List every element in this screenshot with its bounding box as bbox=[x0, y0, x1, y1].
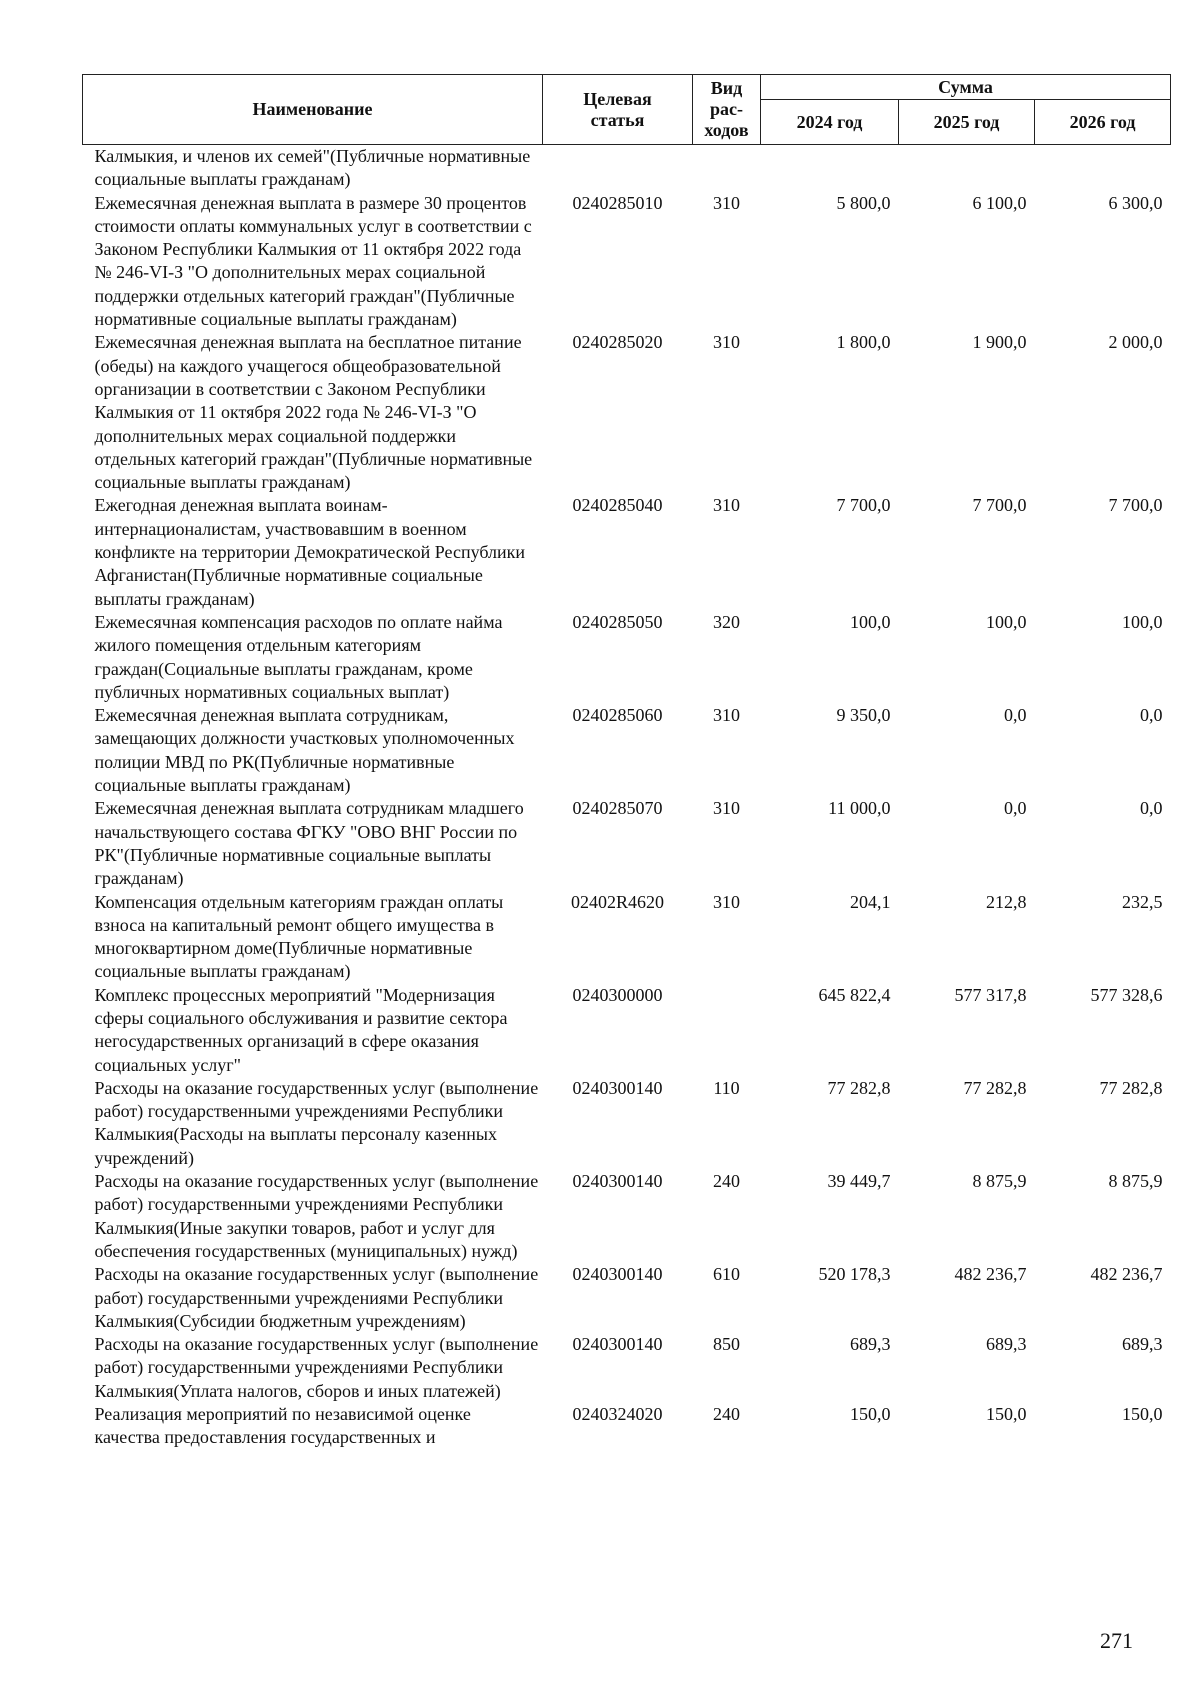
header-target-article bbox=[543, 75, 693, 145]
row-sum-2024: 5 800,0 bbox=[836, 192, 891, 213]
row-sum-2024: 1 800,0 bbox=[836, 332, 891, 353]
table-row bbox=[83, 1333, 1171, 1403]
row-name: Расходы на оказание государственных услуг (выполнение работ) государственными учреждениями Республики Калмыкия(Расходы на выплаты персоналу казенных учреждений) bbox=[94, 1077, 539, 1168]
header-expense-type bbox=[693, 75, 761, 145]
row-sum-2024: 39 449,7 bbox=[827, 1171, 891, 1192]
row-sum-2026: 577 328,6 bbox=[1090, 984, 1163, 1005]
row-sum-2024: 645 822,4 bbox=[818, 984, 891, 1005]
row-sum-2026: 77 282,8 bbox=[1099, 1077, 1163, 1098]
row-sum-2025: 6 100,0 bbox=[972, 192, 1027, 213]
row-sum-2025: 1 900,0 bbox=[972, 332, 1027, 353]
row-expense-type: 110 bbox=[713, 1077, 740, 1098]
row-sum-2024: 520 178,3 bbox=[818, 1264, 891, 1285]
row-sum-2026: 0,0 bbox=[1140, 798, 1163, 819]
table-row bbox=[83, 1170, 1171, 1263]
row-sum-2026: 0,0 bbox=[1140, 705, 1163, 726]
row-name: Ежемесячная компенсация расходов по оплате найма жилого помещения отдельным категориям граждан(Социальные выплаты гражданам, кроме публичных нормативных социальных выплат) bbox=[94, 611, 503, 702]
header-target-article-text: Целевая статья bbox=[583, 88, 652, 130]
row-sum-2024: 11 000,0 bbox=[828, 798, 891, 819]
row-expense-type: 310 bbox=[713, 495, 740, 516]
row-expense-type: 850 bbox=[713, 1334, 740, 1355]
row-target-article: 0240285070 bbox=[572, 798, 663, 819]
row-sum-2026: 150,0 bbox=[1122, 1404, 1163, 1425]
row-sum-2025: 577 317,8 bbox=[954, 984, 1027, 1005]
table-body bbox=[83, 145, 1171, 1450]
row-sum-2024: 689,3 bbox=[850, 1334, 891, 1355]
row-sum-2026: 232,5 bbox=[1122, 891, 1163, 912]
header-sum: Сумма bbox=[761, 75, 1171, 100]
row-target-article: 0240285040 bbox=[572, 495, 663, 516]
row-target-article: 0240285020 bbox=[572, 332, 663, 353]
row-sum-2026: 482 236,7 bbox=[1090, 1264, 1163, 1285]
page-number: 271 bbox=[1100, 1628, 1133, 1653]
row-target-article: 0240300140 bbox=[572, 1077, 663, 1098]
row-sum-2025: 100,0 bbox=[986, 611, 1027, 632]
row-sum-2024: 7 700,0 bbox=[836, 495, 891, 516]
row-sum-2026 bbox=[1035, 145, 1171, 192]
row-name: Калмыкия, и членов их семей"(Публичные нормативные социальные выплаты гражданам) bbox=[94, 146, 531, 190]
row-name: Комплекс процессных мероприятий "Модернизация сферы социального обслуживания и развитие сектора негосударственных организаций в сфере оказания социальных услуг" bbox=[94, 984, 508, 1075]
row-name: Ежемесячная денежная выплата в размере 30 процентов стоимости оплаты коммунальных услуг в соответствии с Законом Республики Калмыкия от 11 октября 2022 года № 246-VI-З "О дополнительных мерах социальной поддержки отдельных категорий граждан"(Публичные нормативные социальные выплаты гражданам) bbox=[94, 192, 532, 330]
row-expense-type: 310 bbox=[713, 192, 740, 213]
row-expense-type: 610 bbox=[713, 1264, 740, 1285]
table-row bbox=[83, 192, 1171, 332]
table-row bbox=[83, 331, 1171, 494]
row-target-article: 0240285050 bbox=[572, 611, 663, 632]
row-expense-type: 320 bbox=[713, 611, 740, 632]
table-row bbox=[83, 1263, 1171, 1333]
row-target-article: 02402R4620 bbox=[570, 891, 664, 912]
header-expense-type-text: Вид рас-ходов bbox=[704, 78, 749, 140]
row-sum-2025: 77 282,8 bbox=[963, 1077, 1027, 1098]
row-sum-2025: 8 875,9 bbox=[972, 1171, 1027, 1192]
row-expense-type bbox=[693, 145, 761, 192]
row-expense-type: 310 bbox=[713, 891, 740, 912]
row-name: Реализация мероприятий по независимой оценке качества предоставления государственных и bbox=[94, 1404, 471, 1448]
row-sum-2025: 7 700,0 bbox=[972, 495, 1027, 516]
row-expense-type: 240 bbox=[713, 1404, 740, 1425]
table-row bbox=[83, 984, 1171, 1077]
table-row bbox=[83, 797, 1171, 890]
row-sum-2025: 212,8 bbox=[986, 891, 1027, 912]
row-sum-2024 bbox=[761, 145, 899, 192]
budget-table-page bbox=[82, 74, 1170, 1450]
row-target-article: 0240324020 bbox=[572, 1404, 663, 1425]
table-row bbox=[83, 1077, 1171, 1170]
row-sum-2026: 6 300,0 bbox=[1108, 192, 1163, 213]
row-sum-2024: 100,0 bbox=[850, 611, 891, 632]
row-target-article: 0240285010 bbox=[572, 192, 663, 213]
table-row bbox=[83, 145, 1171, 192]
row-name: Ежемесячная денежная выплата сотрудникам, замещающих должности участковых уполномоченных полиции МВД по РК(Публичные нормативные социальные выплаты гражданам) bbox=[94, 705, 515, 796]
header-year-2025: 2025 год bbox=[899, 100, 1035, 145]
table-row bbox=[83, 891, 1171, 984]
table-row bbox=[83, 1403, 1171, 1450]
row-sum-2024: 150,0 bbox=[850, 1404, 891, 1425]
row-expense-type bbox=[693, 984, 761, 1077]
row-name: Расходы на оказание государственных услуг (выполнение работ) государственными учреждениями Республики Калмыкия(Уплата налогов, сборов и иных платежей) bbox=[94, 1334, 539, 1401]
row-target-article: 0240300140 bbox=[572, 1171, 663, 1192]
row-sum-2025 bbox=[899, 145, 1035, 192]
row-expense-type: 310 bbox=[713, 332, 740, 353]
row-name: Компенсация отдельным категориям граждан оплаты взноса на капитальный ремонт общего имущества в многоквартирном доме(Публичные нормативные социальные выплаты гражданам) bbox=[94, 891, 504, 982]
row-target-article: 0240285060 bbox=[572, 705, 663, 726]
row-expense-type: 240 bbox=[713, 1171, 740, 1192]
table-header bbox=[83, 75, 1171, 145]
table-row bbox=[83, 611, 1171, 704]
row-target-article: 0240300140 bbox=[572, 1334, 663, 1355]
row-sum-2026: 689,3 bbox=[1122, 1334, 1163, 1355]
row-expense-type: 310 bbox=[713, 798, 740, 819]
row-sum-2026: 8 875,9 bbox=[1108, 1171, 1163, 1192]
row-expense-type: 310 bbox=[713, 705, 740, 726]
row-target-article bbox=[543, 145, 693, 192]
row-sum-2026: 2 000,0 bbox=[1108, 332, 1163, 353]
row-sum-2025: 0,0 bbox=[1004, 705, 1027, 726]
row-target-article: 0240300140 bbox=[572, 1264, 663, 1285]
row-sum-2025: 0,0 bbox=[1004, 798, 1027, 819]
row-sum-2026: 7 700,0 bbox=[1108, 495, 1163, 516]
row-sum-2025: 689,3 bbox=[986, 1334, 1027, 1355]
row-name: Ежегодная денежная выплата воинам-интернационалистам, участвовавшим в военном конфликте на территории Демократической Республики Афганистан(Публичные нормативные социальные выплаты гражданам) bbox=[94, 495, 526, 609]
header-year-2026: 2026 год bbox=[1035, 100, 1171, 145]
row-sum-2024: 9 350,0 bbox=[836, 705, 891, 726]
row-name: Расходы на оказание государственных услуг (выполнение работ) государственными учреждениями Республики Калмыкия(Иные закупки товаров, работ и услуг для обеспечения государственных (муниципальных) нужд) bbox=[94, 1171, 539, 1261]
row-sum-2025: 482 236,7 bbox=[954, 1264, 1027, 1285]
budget-table bbox=[82, 74, 1171, 1450]
row-name: Ежемесячная денежная выплата сотрудникам младшего начальствующего состава ФГКУ "ОВО ВНГ России по РК"(Публичные нормативные социальные выплаты гражданам) bbox=[94, 798, 524, 889]
header-year-2024: 2024 год bbox=[761, 100, 899, 145]
row-sum-2025: 150,0 bbox=[986, 1404, 1027, 1425]
table-row bbox=[83, 494, 1171, 610]
row-target-article: 0240300000 bbox=[572, 984, 663, 1005]
row-sum-2024: 77 282,8 bbox=[827, 1077, 891, 1098]
row-sum-2026: 100,0 bbox=[1122, 611, 1163, 632]
row-name: Ежемесячная денежная выплата на бесплатное питание (обеды) на каждого учащегося общеобразовательной организации в соответствии с Законом Республики Калмыкия от 11 октября 2022 года № 246-VI-З "О дополнительных мерах социальной поддержки отдельных категорий граждан"(Публичные нормативные социальные выплаты гражданам) bbox=[94, 332, 533, 493]
table-row bbox=[83, 704, 1171, 797]
row-sum-2024: 204,1 bbox=[850, 891, 891, 912]
header-name: Наименование bbox=[83, 75, 543, 145]
row-name: Расходы на оказание государственных услуг (выполнение работ) государственными учреждениями Республики Калмыкия(Субсидии бюджетным учреждениям) bbox=[94, 1264, 539, 1331]
